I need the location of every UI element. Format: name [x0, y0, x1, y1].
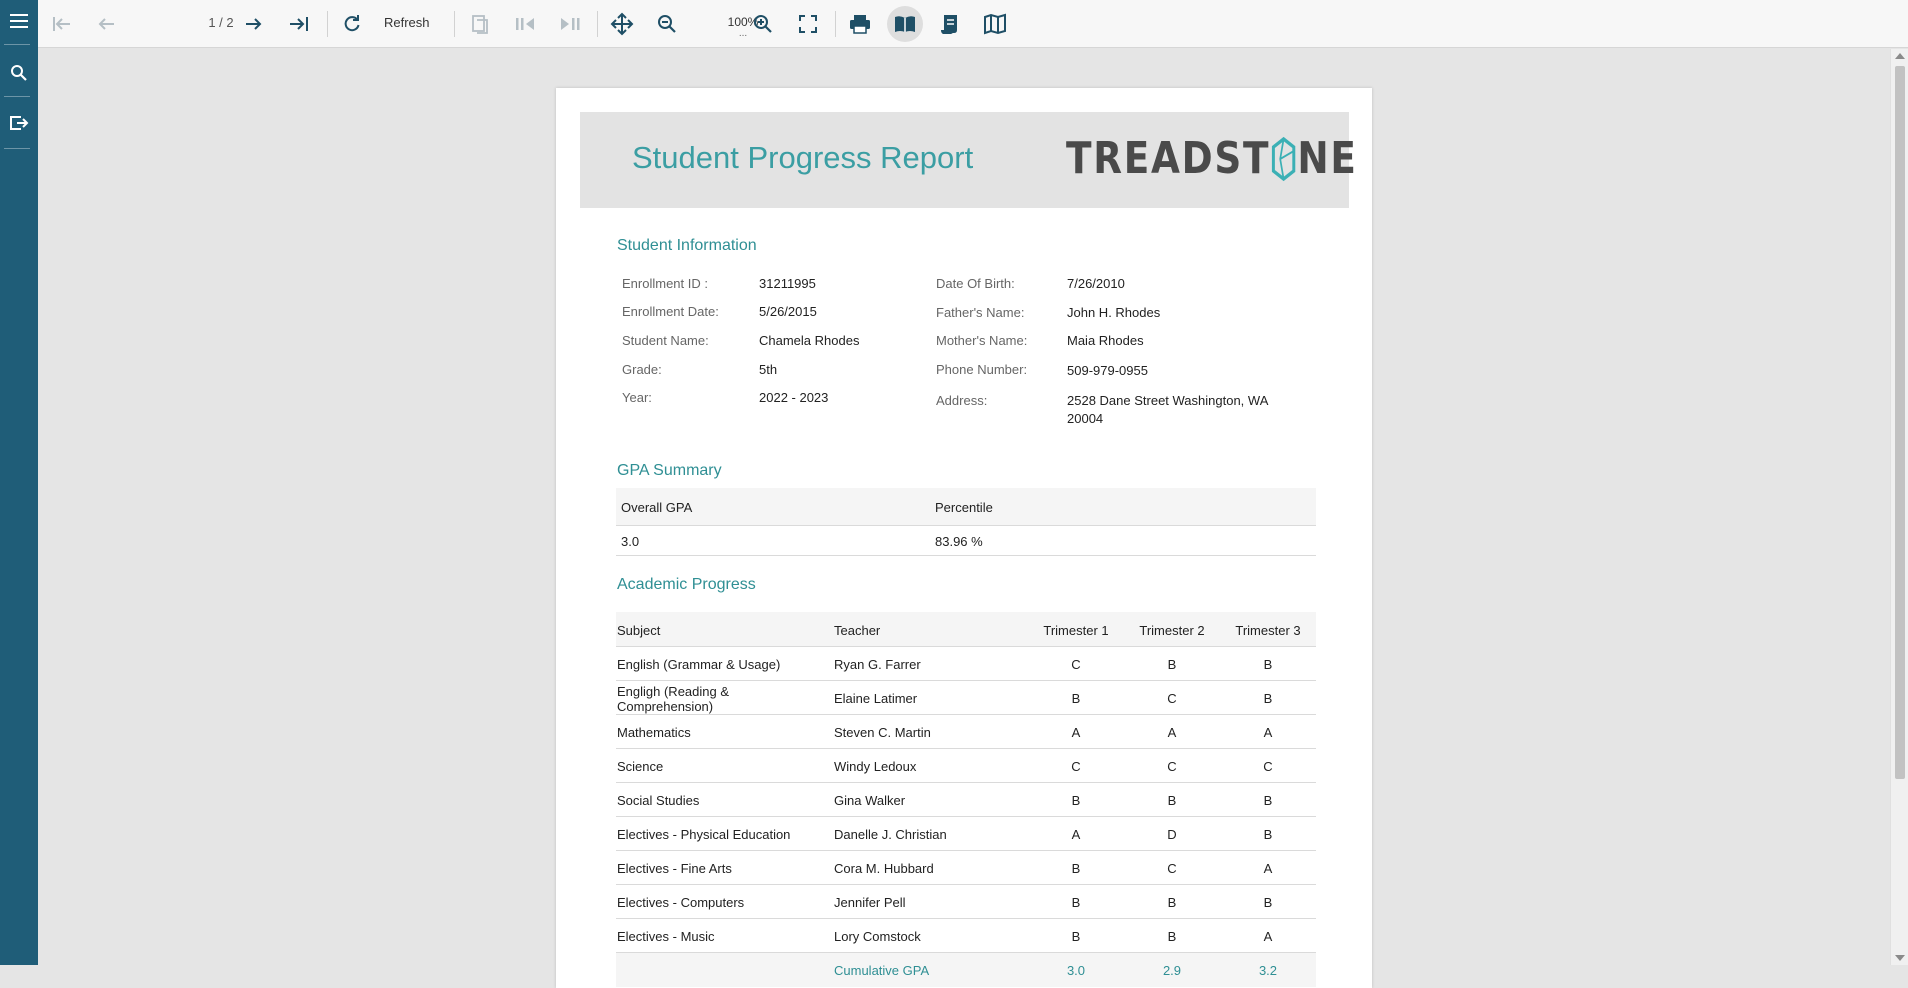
cumulative-gpa-label: Cumulative GPA — [834, 963, 930, 978]
cell-teacher: Danelle J. Christian — [834, 827, 947, 842]
zoom-out-icon[interactable] — [649, 6, 685, 42]
cell-trimester-1: B — [1071, 929, 1081, 944]
table-row — [616, 681, 1316, 715]
father-name-value: John H. Rhodes — [1067, 305, 1161, 320]
cell-subject: Electives - Computers — [617, 895, 745, 910]
cumulative-gpa-t3: 3.2 — [1258, 963, 1278, 978]
section-title-academic: Academic Progress — [617, 576, 756, 593]
cell-teacher: Ryan G. Farrer — [834, 657, 921, 672]
address-line2: 20004 — [1067, 411, 1104, 426]
year-value: 2022 - 2023 — [759, 390, 829, 405]
refresh-icon[interactable] — [334, 6, 370, 42]
cell-subject: Mathematics — [617, 725, 691, 740]
table-row — [616, 749, 1316, 783]
section-title-gpa: GPA Summary — [617, 462, 722, 479]
table-row — [616, 919, 1316, 953]
sidebar-divider — [4, 148, 30, 149]
gpa-col-overall: Overall GPA — [621, 500, 693, 515]
continuous-layout-icon[interactable] — [932, 6, 968, 42]
cell-subject: English (Grammar & Usage) — [617, 657, 781, 672]
scroll-down-arrow-icon[interactable] — [1895, 955, 1905, 961]
cell-trimester-3: A — [1263, 725, 1273, 740]
cell-trimester-2: B — [1167, 657, 1177, 672]
cell-trimester-3: A — [1263, 929, 1273, 944]
table-row — [616, 783, 1316, 817]
section-title-student-info: Student Information — [617, 237, 757, 254]
enrollment-date-label: Enrollment Date: — [622, 304, 719, 319]
mother-name-label: Mother's Name: — [936, 333, 1028, 348]
cell-subject: Electives - Fine Arts — [617, 861, 732, 876]
academic-header-row — [616, 612, 1316, 647]
cell-trimester-2: B — [1167, 793, 1177, 808]
parent-report-icon[interactable] — [462, 6, 498, 42]
cell-trimester-2: C — [1167, 861, 1177, 876]
toolbar-divider — [327, 11, 328, 37]
cell-trimester-1: B — [1071, 861, 1081, 876]
col-teacher: Teacher — [834, 623, 881, 638]
left-sidebar — [0, 0, 38, 965]
grade-label: Grade: — [622, 362, 662, 377]
report-banner — [580, 112, 1358, 208]
table-row — [616, 851, 1316, 885]
cell-trimester-3: B — [1263, 793, 1273, 808]
enrollment-id-label: Enrollment ID : — [622, 276, 708, 291]
gpa-percentile-value: 83.96 % — [935, 534, 983, 549]
cell-trimester-2: B — [1167, 895, 1177, 910]
zoom-in-icon[interactable] — [745, 6, 781, 42]
toolbar-divider — [597, 11, 598, 37]
cell-trimester-1: B — [1071, 793, 1081, 808]
last-page-icon[interactable] — [281, 6, 317, 42]
refresh-button[interactable]: Refresh — [384, 15, 430, 30]
step-back-icon[interactable] — [507, 6, 543, 42]
next-page-icon[interactable] — [235, 6, 271, 42]
vertical-scrollbar[interactable] — [1890, 49, 1908, 965]
table-row — [616, 647, 1316, 681]
cell-trimester-3: A — [1263, 861, 1273, 876]
cell-trimester-3: B — [1263, 827, 1273, 842]
cell-trimester-3: B — [1263, 895, 1273, 910]
cell-subject: Social Studies — [617, 793, 700, 808]
cell-teacher: Jennifer Pell — [834, 895, 906, 910]
student-name-label: Student Name: — [622, 333, 709, 348]
sidebar-divider — [4, 96, 30, 97]
cell-subject: Engligh (Reading & Comprehension) — [617, 684, 730, 714]
cell-trimester-1: A — [1071, 725, 1081, 740]
report-page — [556, 88, 1372, 988]
pan-move-icon[interactable] — [604, 6, 640, 42]
dob-label: Date Of Birth: — [936, 276, 1015, 291]
menu-icon[interactable] — [0, 2, 38, 40]
table-row — [616, 885, 1316, 919]
dob-value: 7/26/2010 — [1067, 276, 1125, 291]
cell-teacher: Steven C. Martin — [834, 725, 931, 740]
phone-label: Phone Number: — [936, 362, 1028, 377]
enrollment-id-value: 31211995 — [759, 276, 816, 291]
gpa-header-row — [616, 488, 1316, 526]
col-trimester-1: Trimester 1 — [1043, 623, 1109, 638]
scrollbar-thumb[interactable] — [1895, 66, 1905, 779]
gpa-data-row — [616, 526, 1316, 556]
cell-trimester-1: A — [1071, 827, 1081, 842]
grade-value: 5th — [759, 362, 778, 377]
gpa-table — [616, 488, 1316, 556]
col-trimester-2: Trimester 2 — [1139, 623, 1205, 638]
scroll-up-arrow-icon[interactable] — [1895, 53, 1905, 59]
table-row — [616, 715, 1316, 749]
sidebar-divider — [4, 44, 30, 45]
search-icon[interactable] — [0, 54, 38, 92]
logo-text-left: TREADST — [1066, 133, 1271, 184]
report-viewer[interactable] — [38, 49, 1908, 978]
logo-crystal-icon — [1271, 137, 1297, 181]
cell-teacher: Gina Walker — [834, 793, 906, 808]
cell-trimester-2: D — [1167, 827, 1177, 842]
report-title: Student Progress Report — [632, 140, 974, 175]
print-layout-icon[interactable] — [887, 6, 923, 42]
cumulative-gpa-t1: 3.0 — [1066, 963, 1086, 978]
treadstone-logo — [1066, 134, 1409, 184]
cell-trimester-3: B — [1263, 691, 1273, 706]
gpa-overall-value: 3.0 — [621, 534, 640, 549]
viewer-toolbar — [38, 0, 1908, 48]
export-icon[interactable] — [0, 104, 38, 142]
cell-trimester-1: B — [1071, 895, 1081, 910]
toolbar-divider — [835, 11, 836, 37]
address-label: Address: — [936, 393, 988, 408]
zoom-level[interactable]: 100% — [727, 15, 759, 29]
cell-teacher: Elaine Latimer — [834, 691, 918, 706]
step-forward-icon[interactable] — [552, 6, 588, 42]
cell-trimester-2: C — [1167, 691, 1177, 706]
previous-page-icon[interactable] — [89, 6, 125, 42]
cell-trimester-2: C — [1167, 759, 1177, 774]
cell-trimester-1: C — [1071, 759, 1081, 774]
student-name-value: Chamela Rhodes — [759, 333, 860, 348]
cell-trimester-2: A — [1167, 725, 1177, 740]
zoom-menu-dots[interactable]: ... — [738, 28, 748, 39]
gpa-col-percentile: Percentile — [935, 500, 993, 515]
cell-teacher: Lory Comstock — [834, 929, 921, 944]
toolbar-divider — [454, 11, 455, 37]
document-map-icon[interactable] — [977, 6, 1013, 42]
enrollment-date-value: 5/26/2015 — [759, 304, 817, 319]
address-line1: 2528 Dane Street Washington, WA — [1067, 393, 1269, 408]
academic-table — [616, 612, 1316, 987]
phone-value: 509-979-0955 — [1067, 363, 1148, 378]
academic-footer-row — [616, 953, 1316, 987]
cumulative-gpa-t2: 2.9 — [1162, 963, 1182, 978]
year-label: Year: — [622, 390, 652, 405]
table-row — [616, 817, 1316, 851]
first-page-icon[interactable] — [44, 6, 80, 42]
print-icon[interactable] — [842, 6, 878, 42]
col-trimester-3: Trimester 3 — [1235, 623, 1301, 638]
cell-teacher: Windy Ledoux — [834, 759, 917, 774]
fullscreen-icon[interactable] — [790, 6, 826, 42]
cell-teacher: Cora M. Hubbard — [834, 861, 934, 876]
cell-trimester-1: C — [1071, 657, 1081, 672]
cell-trimester-1: B — [1071, 691, 1081, 706]
cell-subject: Electives - Physical Education — [617, 827, 791, 842]
father-name-label: Father's Name: — [936, 305, 1025, 320]
cell-subject: Electives - Music — [617, 929, 715, 944]
cell-trimester-3: C — [1263, 759, 1273, 774]
cell-trimester-2: B — [1167, 929, 1177, 944]
mother-name-value: Maia Rhodes — [1067, 333, 1144, 348]
cell-subject: Science — [617, 759, 664, 774]
logo-text-right: NE — [1297, 133, 1358, 184]
col-subject: Subject — [617, 623, 661, 638]
page-indicator[interactable]: 1 / 2 — [208, 15, 234, 30]
cell-trimester-3: B — [1263, 657, 1273, 672]
